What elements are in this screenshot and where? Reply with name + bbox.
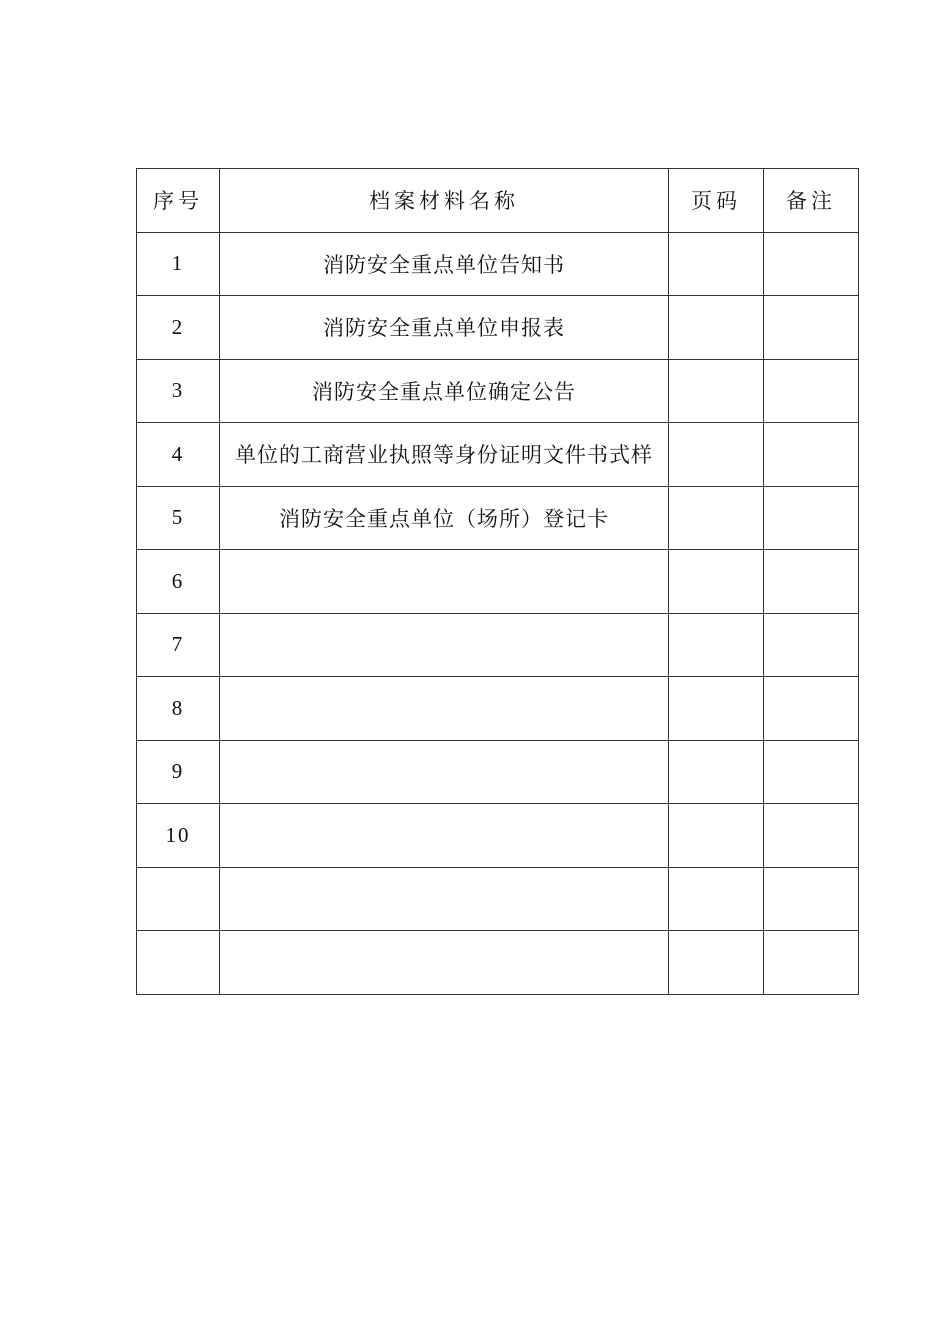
table-row (137, 296, 859, 360)
header-cell-no (137, 169, 220, 233)
table-row (137, 677, 859, 741)
row-name-cell (220, 931, 669, 995)
row-no-cell (137, 359, 220, 423)
row-page-cell (669, 359, 764, 423)
row-page-cell (669, 550, 764, 614)
table-row (137, 423, 859, 487)
row-no-cell (137, 486, 220, 550)
row-page-cell (669, 867, 764, 931)
row-name-cell (220, 804, 669, 868)
row-page-cell (669, 232, 764, 296)
row-no-cell (137, 296, 220, 360)
table-row (137, 550, 859, 614)
row-page-cell (669, 804, 764, 868)
row-remark-cell (764, 613, 859, 677)
row-page-cell (669, 931, 764, 995)
row-no-cell (137, 423, 220, 487)
row-no: 2 (171, 314, 185, 339)
row-name-cell (220, 677, 669, 741)
row-no-cell (137, 931, 220, 995)
row-remark-cell (764, 804, 859, 868)
row-name-cell (220, 232, 669, 296)
header-page-label: 页码 (691, 189, 741, 214)
row-page-cell (669, 296, 764, 360)
row-name-cell (220, 486, 669, 550)
row-name-cell (220, 359, 669, 423)
row-remark-cell (764, 296, 859, 360)
row-page-cell (669, 423, 764, 487)
table-header-row (137, 169, 859, 233)
archive-catalog-table (136, 168, 859, 995)
row-no: 7 (171, 632, 185, 657)
table-row (137, 486, 859, 550)
row-no-cell (137, 867, 220, 931)
row-remark-cell (764, 867, 859, 931)
row-page-cell (669, 613, 764, 677)
row-no: 8 (171, 695, 185, 720)
table-row (137, 359, 859, 423)
row-name-cell (220, 613, 669, 677)
row-name-cell (220, 296, 669, 360)
row-no-cell (137, 613, 220, 677)
row-remark-cell (764, 740, 859, 804)
table-row (137, 232, 859, 296)
header-remark-label: 备注 (786, 189, 836, 214)
row-no-cell (137, 804, 220, 868)
row-no: 10 (165, 822, 191, 847)
row-remark-cell (764, 486, 859, 550)
row-remark-cell (764, 423, 859, 487)
row-no: 1 (171, 251, 185, 276)
header-no-label: 序号 (153, 189, 203, 214)
row-page-cell (669, 740, 764, 804)
row-name: 单位的工商营业执照等身份证明文件书式样 (235, 443, 653, 468)
row-name: 消防安全重点单位告知书 (323, 252, 565, 277)
row-no: 5 (171, 505, 185, 530)
header-name-label: 档案材料名称 (369, 189, 519, 214)
row-remark-cell (764, 550, 859, 614)
row-remark-cell (764, 232, 859, 296)
row-no: 6 (171, 568, 185, 593)
row-name-cell (220, 423, 669, 487)
row-no: 9 (171, 759, 185, 784)
row-name: 消防安全重点单位（场所）登记卡 (279, 506, 609, 531)
table-row (137, 613, 859, 677)
row-no-cell (137, 677, 220, 741)
row-name-cell (220, 867, 669, 931)
row-name-cell (220, 550, 669, 614)
table-row (137, 867, 859, 931)
row-remark-cell (764, 677, 859, 741)
row-no-cell (137, 740, 220, 804)
row-remark-cell (764, 931, 859, 995)
table-row (137, 804, 859, 868)
row-no-cell (137, 550, 220, 614)
table-row (137, 931, 859, 995)
row-name: 消防安全重点单位申报表 (323, 316, 565, 341)
row-no: 4 (171, 441, 185, 466)
row-page-cell (669, 486, 764, 550)
row-remark-cell (764, 359, 859, 423)
header-cell-remark (764, 169, 859, 233)
row-name-cell (220, 740, 669, 804)
row-page-cell (669, 677, 764, 741)
row-no-cell (137, 232, 220, 296)
row-no: 3 (171, 378, 185, 403)
table-row (137, 740, 859, 804)
row-name: 消防安全重点单位确定公告 (312, 379, 576, 404)
header-cell-page (669, 169, 764, 233)
header-cell-name (220, 169, 669, 233)
